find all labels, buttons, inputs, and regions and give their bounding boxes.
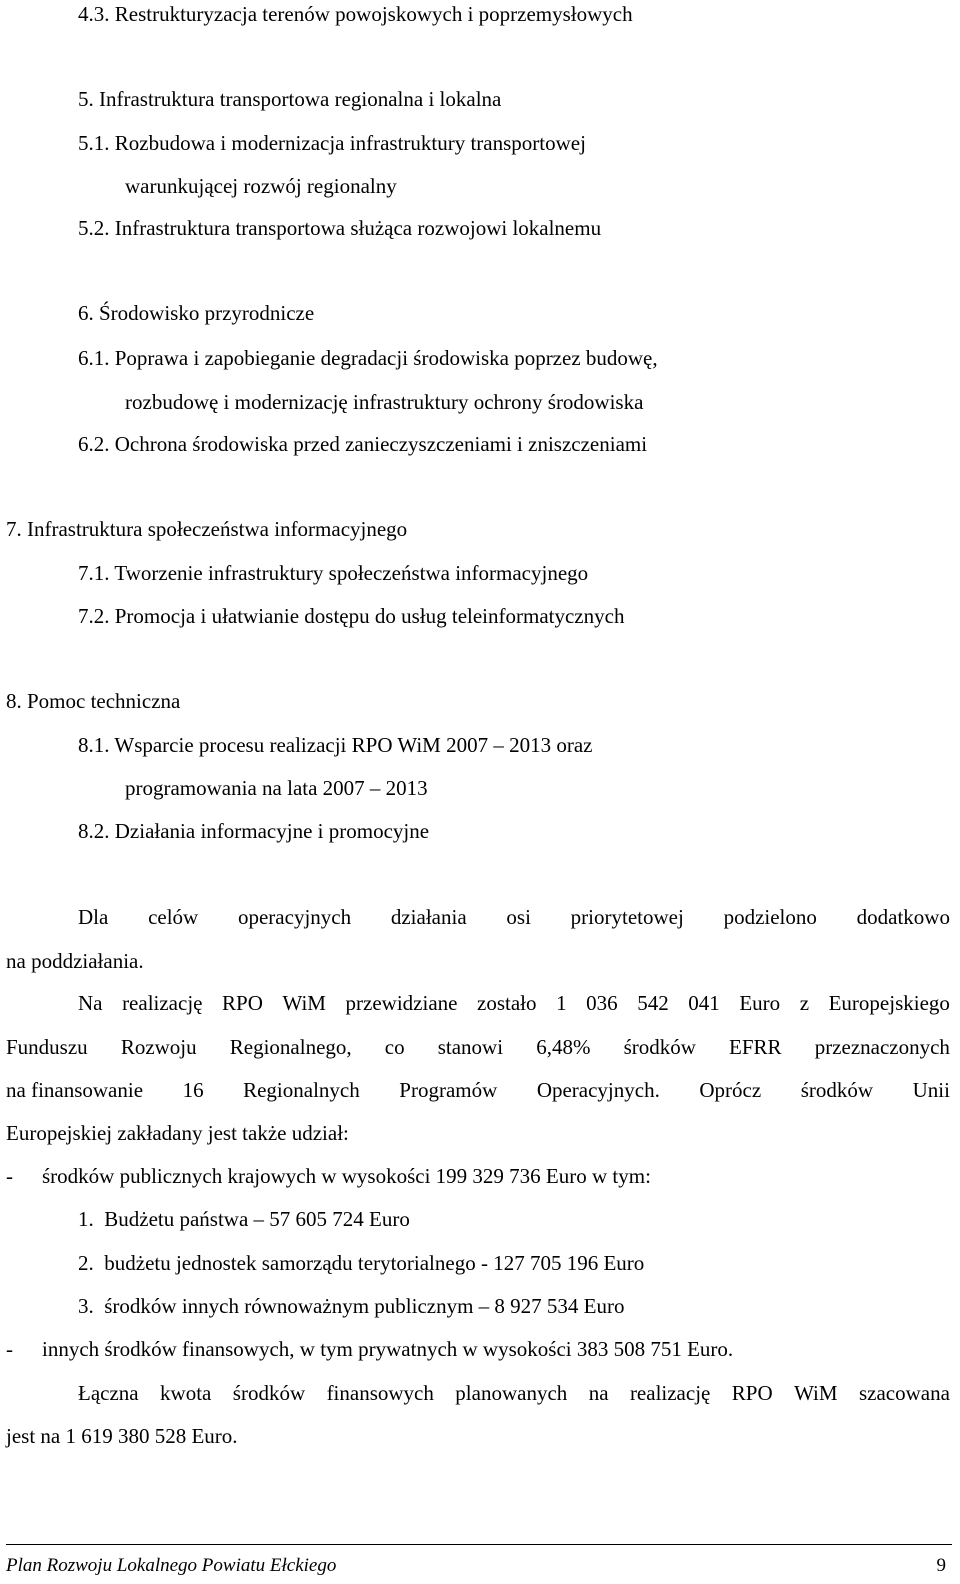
paragraph-total-line2: jest na 1 619 380 528 Euro. (6, 1424, 238, 1448)
paragraph-funding-line4: Europejskiej zakładany jest także udział: (6, 1121, 349, 1145)
toc-entry-6-2: 6.2. Ochrona środowiska przed zanieczyszczeniami i zniszczeniami (78, 432, 648, 456)
toc-entry-6-1: 6.1. Poprawa i zapobieganie degradacji środowiska poprzez budowę, (78, 346, 658, 370)
footer-document-title: Plan Rozwoju Lokalnego Powiatu Ełckiego (6, 1555, 337, 1576)
private-funds-item: innych środków finansowych, w tym prywatnych w wysokości 383 508 751 Euro. (42, 1337, 734, 1361)
toc-entry-8-1-cont: programowania na lata 2007 – 2013 (125, 776, 428, 800)
toc-entry-7: 7. Infrastruktura społeczeństwa informacyjnego (6, 517, 408, 541)
page-number: 9 (936, 1555, 946, 1576)
toc-entry-8-1: 8.1. Wsparcie procesu realizacji RPO WiM 2007 – 2013 oraz (78, 733, 593, 757)
numbered-item-3: 3. środków innych równoważnym publicznym – 8 927 534 Euro (78, 1294, 625, 1318)
toc-entry-7-2: 7.2. Promocja i ułatwianie dostępu do usług teleinformatycznych (78, 604, 625, 628)
paragraph-subactions-line1: Dla celów operacyjnych działania osi priorytetowej podzielono dodatkowo (78, 905, 950, 929)
numbered-item-1: 1. Budżetu państwa – 57 605 724 Euro (78, 1207, 410, 1231)
toc-entry-6-1-cont: rozbudowę i modernizację infrastruktury ochrony środowiska (125, 390, 644, 414)
dash-marker: - (6, 1164, 13, 1188)
toc-entry-8: 8. Pomoc techniczna (6, 689, 181, 713)
toc-entry-6: 6. Środowisko przyrodnicze (78, 301, 315, 325)
toc-entry-5-1: 5.1. Rozbudowa i modernizacja infrastruktury transportowej (78, 131, 586, 155)
paragraph-total-line1: Łączna kwota środków finansowych planowanych na realizację RPO WiM szacowana (78, 1381, 950, 1405)
paragraph-funding-line2: Funduszu Rozwoju Regionalnego, co stanowi 6,48% środków EFRR przeznaczonych (6, 1035, 950, 1059)
dash-marker: - (6, 1337, 13, 1361)
paragraph-subactions-line2: na poddziałania. (6, 949, 144, 973)
toc-entry-5-2: 5.2. Infrastruktura transportowa służąca rozwojowi lokalnemu (78, 216, 602, 240)
footer-divider (6, 1544, 952, 1545)
numbered-item-2: 2. budżetu jednostek samorządu terytorialnego - 127 705 196 Euro (78, 1251, 645, 1275)
toc-entry-8-2: 8.2. Działania informacyjne i promocyjne (78, 819, 430, 843)
toc-entry-5: 5. Infrastruktura transportowa regionalna i lokalna (78, 87, 502, 111)
toc-entry-7-1: 7.1. Tworzenie infrastruktury społeczeństwa informacyjnego (78, 561, 589, 585)
public-funds-item: środków publicznych krajowych w wysokości 199 329 736 Euro w tym: (42, 1164, 651, 1188)
toc-entry-5-1-cont: warunkującej rozwój regionalny (125, 174, 397, 198)
paragraph-funding-line3: na finansowanie 16 Regionalnych Programów Operacyjnych. Oprócz środków Unii (6, 1078, 950, 1102)
toc-entry-4-3: 4.3. Restrukturyzacja terenów powojskowych i poprzemysłowych (78, 2, 633, 26)
paragraph-funding-line1: Na realizację RPO WiM przewidziane zostało 1 036 542 041 Euro z Europejskiego (78, 991, 950, 1015)
